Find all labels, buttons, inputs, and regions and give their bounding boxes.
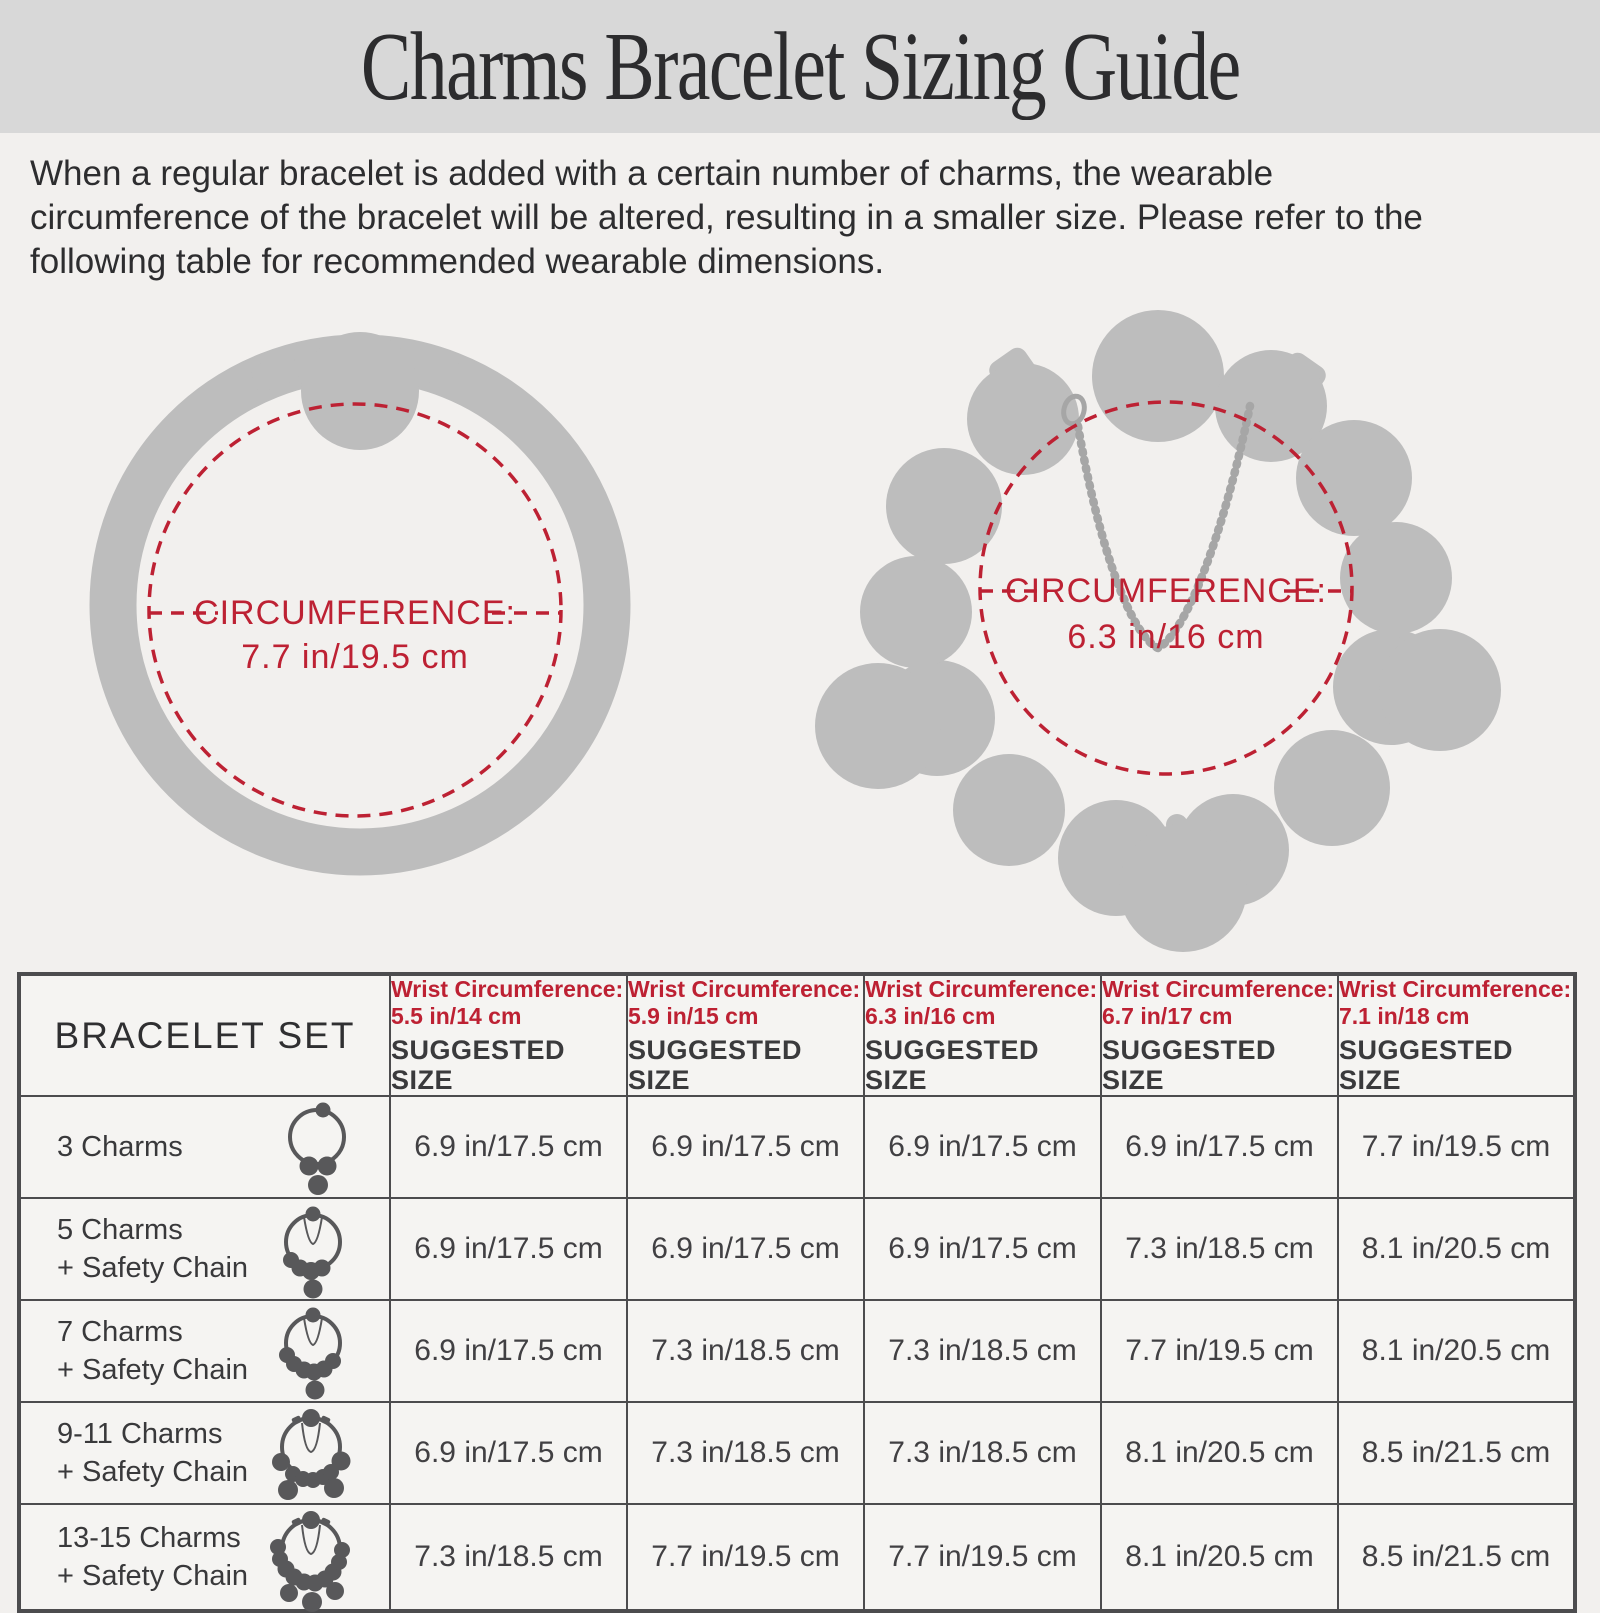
plain-bracelet-silhouette-icon xyxy=(50,318,662,883)
intro-line-1: When a regular bracelet is added with a certain number of charms, the wearable xyxy=(30,154,1274,193)
bracelet-set-cell xyxy=(19,1096,390,1198)
size-cell: 7.3 in/18.5 cm xyxy=(864,1402,1101,1504)
set-label: 3 Charms xyxy=(57,1131,183,1163)
size-cell: 6.9 in/17.5 cm xyxy=(627,1096,864,1198)
size-cell: 7.3 in/18.5 cm xyxy=(627,1402,864,1504)
sizing-table xyxy=(17,972,1577,1613)
size-cell: 7.3 in/18.5 cm xyxy=(1101,1198,1338,1300)
set-label: 7 Charms xyxy=(57,1316,183,1348)
bracelet-9-11-charms-safety-chain-icon xyxy=(263,1403,359,1503)
bracelet-set-cell xyxy=(19,1402,390,1504)
intro-line-3: following table for recommended wearable dimensions. xyxy=(30,242,885,281)
set-label-2: + Safety Chain xyxy=(57,1354,249,1386)
safety-chain-icon xyxy=(1078,406,1250,648)
bracelet-set-header: BRACELET SET xyxy=(19,974,390,1096)
size-cell: 6.9 in/17.5 cm xyxy=(864,1198,1101,1300)
table-row-3-charms xyxy=(19,1096,1575,1198)
size-cell: 7.3 in/18.5 cm xyxy=(390,1504,627,1611)
table-header-row xyxy=(19,974,1575,1096)
size-cell: 6.9 in/17.5 cm xyxy=(390,1096,627,1198)
bracelet-set-cell xyxy=(19,1198,390,1300)
size-cell: 6.9 in/17.5 cm xyxy=(390,1198,627,1300)
charms-circumference-value: 6.3 in/16 cm xyxy=(1067,618,1265,656)
column-header-14cm: Wrist Circumference: 5.5 in/14 cm SUGGESTED SIZE xyxy=(390,974,627,1096)
set-label: 5 Charms xyxy=(57,1214,183,1246)
size-cell: 8.1 in/20.5 cm xyxy=(1338,1198,1575,1300)
size-cell: 6.9 in/17.5 cm xyxy=(390,1402,627,1504)
size-cell: 7.7 in/19.5 cm xyxy=(1338,1096,1575,1198)
table-row-7-charms xyxy=(19,1300,1575,1402)
set-label-2: + Safety Chain xyxy=(57,1560,249,1592)
size-cell: 6.9 in/17.5 cm xyxy=(1101,1096,1338,1198)
bracelet-13-15-charms-safety-chain-icon xyxy=(263,1505,359,1609)
charms-bracelet-silhouette-icon xyxy=(800,298,1505,958)
set-label: 9-11 Charms xyxy=(57,1418,223,1450)
bracelet-7-charms-safety-chain-icon xyxy=(267,1301,359,1401)
size-cell: 7.7 in/19.5 cm xyxy=(864,1504,1101,1611)
set-label: 13-15 Charms xyxy=(57,1522,241,1554)
table-row-9-11-charms xyxy=(19,1402,1575,1504)
plain-circumference-label: CIRCUMFERENCE: xyxy=(194,594,516,632)
bracelet-set-cell xyxy=(19,1300,390,1402)
plain-bracelet-figure xyxy=(50,318,662,883)
column-header-16cm: Wrist Circumference: 6.3 in/16 cm SUGGESTED SIZE xyxy=(864,974,1101,1096)
size-cell: 8.5 in/21.5 cm xyxy=(1338,1402,1575,1504)
size-cell: 8.1 in/20.5 cm xyxy=(1338,1300,1575,1402)
size-cell: 6.9 in/17.5 cm xyxy=(390,1300,627,1402)
bracelet-set-cell xyxy=(19,1504,390,1611)
set-label-2: + Safety Chain xyxy=(57,1252,249,1284)
plain-circumference-value: 7.7 in/19.5 cm xyxy=(241,638,469,676)
size-cell: 7.7 in/19.5 cm xyxy=(627,1504,864,1611)
size-cell: 6.9 in/17.5 cm xyxy=(864,1096,1101,1198)
column-header-17cm: Wrist Circumference: 6.7 in/17 cm SUGGESTED SIZE xyxy=(1101,974,1338,1096)
intro-line-2: circumference of the bracelet will be altered, resulting in a smaller size. Please refer to the xyxy=(30,198,1423,237)
size-cell: 8.1 in/20.5 cm xyxy=(1101,1504,1338,1611)
size-cell: 8.1 in/20.5 cm xyxy=(1101,1402,1338,1504)
size-cell: 7.3 in/18.5 cm xyxy=(864,1300,1101,1402)
size-cell: 7.7 in/19.5 cm xyxy=(1101,1300,1338,1402)
table-row-13-15-charms xyxy=(19,1504,1575,1611)
title-banner xyxy=(0,0,1600,133)
charms-bracelet-figure xyxy=(800,298,1505,958)
set-label-2: + Safety Chain xyxy=(57,1456,249,1488)
intro-paragraph xyxy=(30,152,1575,284)
size-cell: 7.3 in/18.5 cm xyxy=(627,1300,864,1402)
column-header-18cm: Wrist Circumference: 7.1 in/18 cm SUGGESTED SIZE xyxy=(1338,974,1575,1096)
bracelet-5-charms-safety-chain-icon xyxy=(267,1200,359,1298)
column-header-15cm: Wrist Circumference: 5.9 in/15 cm SUGGESTED SIZE xyxy=(627,974,864,1096)
bracelet-3-charms-icon xyxy=(275,1101,359,1193)
table-row-5-charms xyxy=(19,1198,1575,1300)
charms-circumference-label: CIRCUMFERENCE: xyxy=(1005,572,1327,610)
page-title: Charms Bracelet Sizing Guide xyxy=(360,13,1240,120)
size-cell: 8.5 in/21.5 cm xyxy=(1338,1504,1575,1611)
size-cell: 6.9 in/17.5 cm xyxy=(627,1198,864,1300)
